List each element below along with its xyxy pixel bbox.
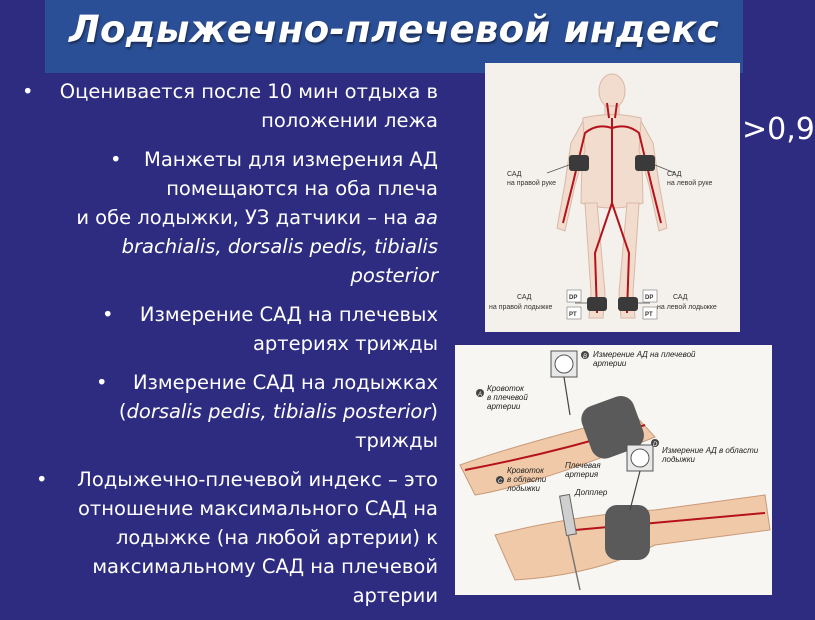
bullet-2-line-1: Манжеты для измерения АД: [144, 148, 438, 171]
label-dp-left: DP: [645, 295, 654, 301]
marker-d: D: [653, 442, 658, 448]
bullet-3: [14, 300, 438, 358]
bullet-4: [14, 368, 438, 455]
bullet-2-line-2: помещаются на оба плеча: [166, 177, 438, 200]
label-left-arm: на левой руке: [667, 180, 713, 187]
marker-a: A: [478, 392, 483, 398]
bullet-2-line-3: [14, 203, 438, 232]
gauge-icon: [555, 355, 573, 373]
label-measure-ankle-2: лодыжки: [662, 455, 695, 464]
left-ankle-cuff: [618, 297, 638, 311]
bullet-5-line-5: артерии: [352, 584, 438, 607]
bullet-4-line-3: трижды: [355, 429, 438, 452]
label-flow-arm-1: Кровоток: [487, 384, 524, 393]
marker-b: B: [583, 354, 588, 360]
label-right-ankle: на правой лодыжке: [489, 304, 553, 311]
dp-pt-labels: [567, 290, 657, 319]
bullet-2: [14, 145, 438, 290]
bullet-1-line-2: положении лежа: [261, 109, 438, 132]
bullet-4-paren-open: (: [118, 400, 127, 423]
bullet-list: [14, 77, 438, 620]
leg: [495, 495, 770, 580]
bullet-5-line-1: Лодыжечно-плечевой индекс – это: [77, 468, 438, 491]
label-flow-ankle-3: лодыжки: [507, 484, 540, 493]
measurement-figure: [455, 345, 772, 595]
label-sad-left-arm: САД: [667, 171, 682, 178]
label-pt-left: PT: [645, 312, 653, 318]
label-sad-right-arm: САД: [507, 171, 522, 178]
bullet-4-line-1: Измерение САД на лодыжках: [132, 371, 438, 394]
label-flow-ankle-1: Кровоток: [507, 466, 544, 475]
bullet-5-line-2: отношение максимального САД на: [77, 497, 438, 520]
ankle-cuff: [605, 505, 650, 560]
label-measure-ankle-1: Измерение АД в области: [662, 446, 759, 455]
label-dp-right: DP: [569, 295, 578, 301]
bullet-5-line-4: максимальному САД на плечевой: [92, 555, 438, 578]
label-flow-ankle-2: в области: [507, 475, 547, 484]
bullet-3-line-1: Измерение САД на плечевых: [139, 303, 438, 326]
bullet-5-line-3: лодыжке (на любой артерии) к: [115, 526, 438, 549]
bullet-2-italic-aa: aa: [414, 206, 438, 229]
label-sad-right-ankle: САД: [517, 294, 532, 301]
bullet-2-line-5: posterior: [350, 264, 438, 287]
left-arm-cuff: [635, 155, 655, 171]
bullet-4-paren-close: ): [430, 400, 438, 423]
label-measure-brachial-1: Измерение АД на плечевой: [593, 350, 696, 359]
side-value: >0,9: [742, 112, 815, 147]
bullet-4-italic: dorsalis pedis, tibialis posterior: [126, 400, 431, 423]
body-cuffs-figure: [485, 63, 740, 332]
bullet-4-line-2: [14, 397, 438, 426]
label-pt-right: PT: [569, 312, 577, 318]
bullet-dot: •: [96, 371, 108, 394]
marker-c: C: [498, 479, 503, 485]
label-flow-arm-2: в плечевой: [487, 393, 528, 402]
bullet-1: [14, 77, 438, 135]
measurement-diagram-svg: [455, 345, 772, 595]
bullet-dot: •: [36, 468, 48, 491]
body-diagram-svg: [485, 63, 740, 332]
gauge-icon: [631, 449, 649, 467]
label-brachial-2: артерия: [565, 470, 599, 479]
bullet-2-line-3-text: и обе лодыжки, УЗ датчики – на: [76, 206, 415, 229]
label-measure-brachial-2: артерии: [593, 359, 627, 368]
label-right-arm: на правой руке: [507, 180, 557, 187]
bullet-dot: •: [110, 148, 122, 171]
slide-title: Лодыжечно-плечевой индекс: [68, 8, 720, 51]
label-sad-left-ankle: САД: [673, 294, 688, 301]
bullet-1-line-1: Оценивается после 10 мин отдыха в: [59, 80, 438, 103]
bullet-dot: •: [102, 303, 114, 326]
bullet-2-line-4: brachialis, dorsalis pedis, tibialis: [121, 235, 438, 258]
label-brachial-1: Плечевая: [565, 461, 601, 470]
bullet-3-line-2: артериях трижды: [252, 332, 438, 355]
label-left-ankle: на левой лодыжке: [657, 304, 717, 311]
right-arm-cuff: [569, 155, 589, 171]
label-doppler: Допплер: [575, 488, 608, 497]
bullet-dot: •: [22, 80, 34, 103]
label-flow-arm-3: артерии: [487, 402, 521, 411]
bullet-5: [14, 465, 438, 610]
right-ankle-cuff: [587, 297, 607, 311]
